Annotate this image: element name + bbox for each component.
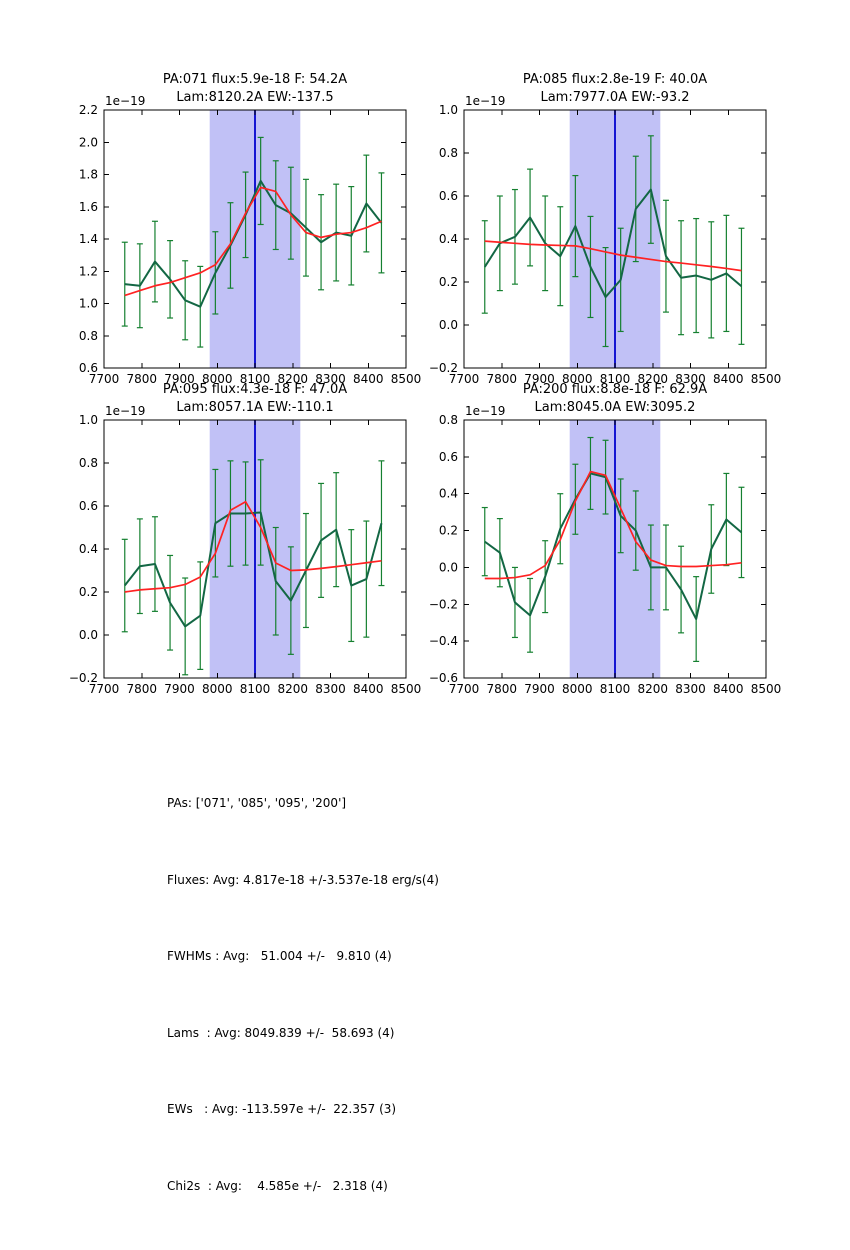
svg-text:8100: 8100 bbox=[239, 372, 271, 386]
svg-text:0.4: 0.4 bbox=[438, 232, 458, 246]
svg-text:7700: 7700 bbox=[88, 372, 120, 386]
svg-text:0.6: 0.6 bbox=[78, 499, 98, 513]
svg-text:0.6: 0.6 bbox=[438, 189, 458, 203]
summary-line-chi2s: Chi2s : Avg: 4.585e +/- 2.318 (4) bbox=[167, 1178, 388, 1193]
svg-text:8500: 8500 bbox=[390, 372, 422, 386]
svg-text:−0.2: −0.2 bbox=[428, 361, 458, 375]
subplot-pa071-title-line1: PA:071 flux:5.9e-18 F: 54.2A bbox=[162, 72, 348, 87]
offset-scale-label: 1e−19 bbox=[465, 404, 506, 418]
subplot-pa095-canvas bbox=[46, 398, 424, 710]
svg-text:8100: 8100 bbox=[599, 372, 631, 386]
svg-text:−0.2: −0.2 bbox=[428, 597, 458, 612]
offset-scale-label: 1e−19 bbox=[105, 94, 146, 108]
subplot-pa200-title-line2: Lam:8045.0A EW:3095.2 bbox=[534, 400, 696, 415]
svg-text:1.0: 1.0 bbox=[78, 413, 98, 427]
svg-text:7800: 7800 bbox=[126, 682, 158, 696]
svg-text:−0.2: −0.2 bbox=[68, 671, 98, 685]
svg-text:0.4: 0.4 bbox=[438, 486, 458, 501]
svg-text:0.8: 0.8 bbox=[438, 413, 458, 427]
svg-text:0.8: 0.8 bbox=[438, 146, 458, 160]
svg-text:8100: 8100 bbox=[239, 682, 271, 696]
x-tick-labels bbox=[89, 682, 422, 696]
subplot-pa085-canvas bbox=[406, 88, 784, 400]
svg-text:8100: 8100 bbox=[599, 682, 631, 696]
subplot-pa071-title-line2: Lam:8120.2A EW:-137.5 bbox=[176, 90, 334, 105]
svg-text:1.8: 1.8 bbox=[78, 167, 98, 182]
y-tick-labels bbox=[429, 103, 458, 375]
svg-text:1.2: 1.2 bbox=[78, 264, 98, 279]
svg-text:0.4: 0.4 bbox=[78, 542, 98, 556]
svg-text:7700: 7700 bbox=[448, 372, 480, 386]
subplot-pa095-title-line2: Lam:8057.1A EW:-110.1 bbox=[176, 400, 334, 415]
svg-text:0.2: 0.2 bbox=[438, 275, 458, 289]
svg-text:8200: 8200 bbox=[637, 682, 669, 696]
svg-text:0.0: 0.0 bbox=[438, 318, 458, 332]
svg-text:2.0: 2.0 bbox=[78, 135, 98, 150]
svg-text:2.2: 2.2 bbox=[78, 103, 98, 117]
offset-scale-label: 1e−19 bbox=[105, 404, 146, 418]
summary-line-lams: Lams : Avg: 8049.839 +/- 58.693 (4) bbox=[167, 1025, 395, 1040]
offset-scale-label: 1e−19 bbox=[465, 94, 506, 108]
svg-text:8200: 8200 bbox=[637, 372, 669, 386]
svg-text:0.6: 0.6 bbox=[438, 449, 458, 464]
subplot-pa200-canvas bbox=[406, 398, 784, 710]
summary-line-fluxes: Fluxes: Avg: 4.817e-18 +/-3.537e-18 erg/s(4) bbox=[167, 872, 439, 887]
y-tick-labels bbox=[69, 413, 98, 685]
summary-line-ews: EWs : Avg: -113.597e +/- 22.357 (3) bbox=[167, 1102, 397, 1116]
svg-text:8400: 8400 bbox=[352, 372, 384, 386]
svg-text:7800: 7800 bbox=[486, 682, 518, 696]
svg-text:8400: 8400 bbox=[712, 682, 744, 696]
svg-text:8500: 8500 bbox=[750, 682, 782, 696]
x-tick-labels bbox=[449, 682, 782, 696]
svg-text:−0.4: −0.4 bbox=[428, 634, 458, 649]
svg-text:1.4: 1.4 bbox=[78, 232, 98, 246]
svg-text:8300: 8300 bbox=[675, 682, 706, 696]
svg-text:8000: 8000 bbox=[201, 682, 233, 696]
svg-text:0.8: 0.8 bbox=[78, 456, 98, 470]
svg-text:8300: 8300 bbox=[675, 372, 706, 386]
svg-text:0.2: 0.2 bbox=[78, 585, 98, 599]
svg-text:8300: 8300 bbox=[315, 682, 346, 696]
svg-text:0.8: 0.8 bbox=[78, 328, 98, 343]
svg-text:7700: 7700 bbox=[448, 682, 480, 696]
svg-text:7700: 7700 bbox=[88, 682, 120, 696]
subplot-pa071-canvas bbox=[46, 88, 424, 400]
svg-text:1.0: 1.0 bbox=[78, 296, 98, 311]
svg-text:7900: 7900 bbox=[524, 372, 555, 386]
summary-line-pas: PAs: ['071', '085', '095', '200'] bbox=[167, 796, 347, 810]
svg-text:7900: 7900 bbox=[524, 682, 555, 696]
svg-text:8500: 8500 bbox=[390, 682, 422, 696]
summary-line-fwhms: FWHMs : Avg: 51.004 +/- 9.810 (4) bbox=[167, 949, 392, 963]
svg-text:0.6: 0.6 bbox=[78, 361, 98, 375]
svg-text:−0.6: −0.6 bbox=[428, 671, 458, 685]
subplot-pa200-title-line1: PA:200 flux:8.8e-18 F: 62.9A bbox=[522, 382, 708, 397]
svg-text:8300: 8300 bbox=[315, 372, 346, 386]
svg-text:8200: 8200 bbox=[277, 682, 309, 696]
svg-text:0.0: 0.0 bbox=[78, 628, 98, 642]
y-tick-labels bbox=[429, 413, 458, 685]
svg-text:8000: 8000 bbox=[561, 372, 593, 386]
svg-text:0.0: 0.0 bbox=[438, 560, 458, 575]
subplot-pa095-title-line1: PA:095 flux:4.3e-18 F: 47.0A bbox=[162, 382, 348, 397]
svg-text:8000: 8000 bbox=[201, 372, 233, 386]
svg-text:1.0: 1.0 bbox=[438, 103, 458, 117]
svg-text:7900: 7900 bbox=[164, 372, 195, 386]
svg-text:7800: 7800 bbox=[126, 372, 158, 386]
svg-text:8000: 8000 bbox=[561, 682, 593, 696]
svg-text:8200: 8200 bbox=[277, 372, 309, 386]
subplot-pa085-title-line2: Lam:7977.0A EW:-93.2 bbox=[540, 90, 690, 105]
svg-text:7900: 7900 bbox=[164, 682, 195, 696]
y-tick-labels bbox=[79, 103, 98, 375]
svg-text:8400: 8400 bbox=[712, 372, 744, 386]
svg-text:8400: 8400 bbox=[352, 682, 384, 696]
svg-text:0.2: 0.2 bbox=[438, 523, 458, 538]
summary-block bbox=[167, 740, 439, 1250]
svg-text:8500: 8500 bbox=[750, 372, 782, 386]
subplot-pa085-title-line1: PA:085 flux:2.8e-19 F: 40.0A bbox=[522, 72, 708, 87]
svg-text:1.6: 1.6 bbox=[78, 199, 98, 214]
svg-text:7800: 7800 bbox=[486, 372, 518, 386]
